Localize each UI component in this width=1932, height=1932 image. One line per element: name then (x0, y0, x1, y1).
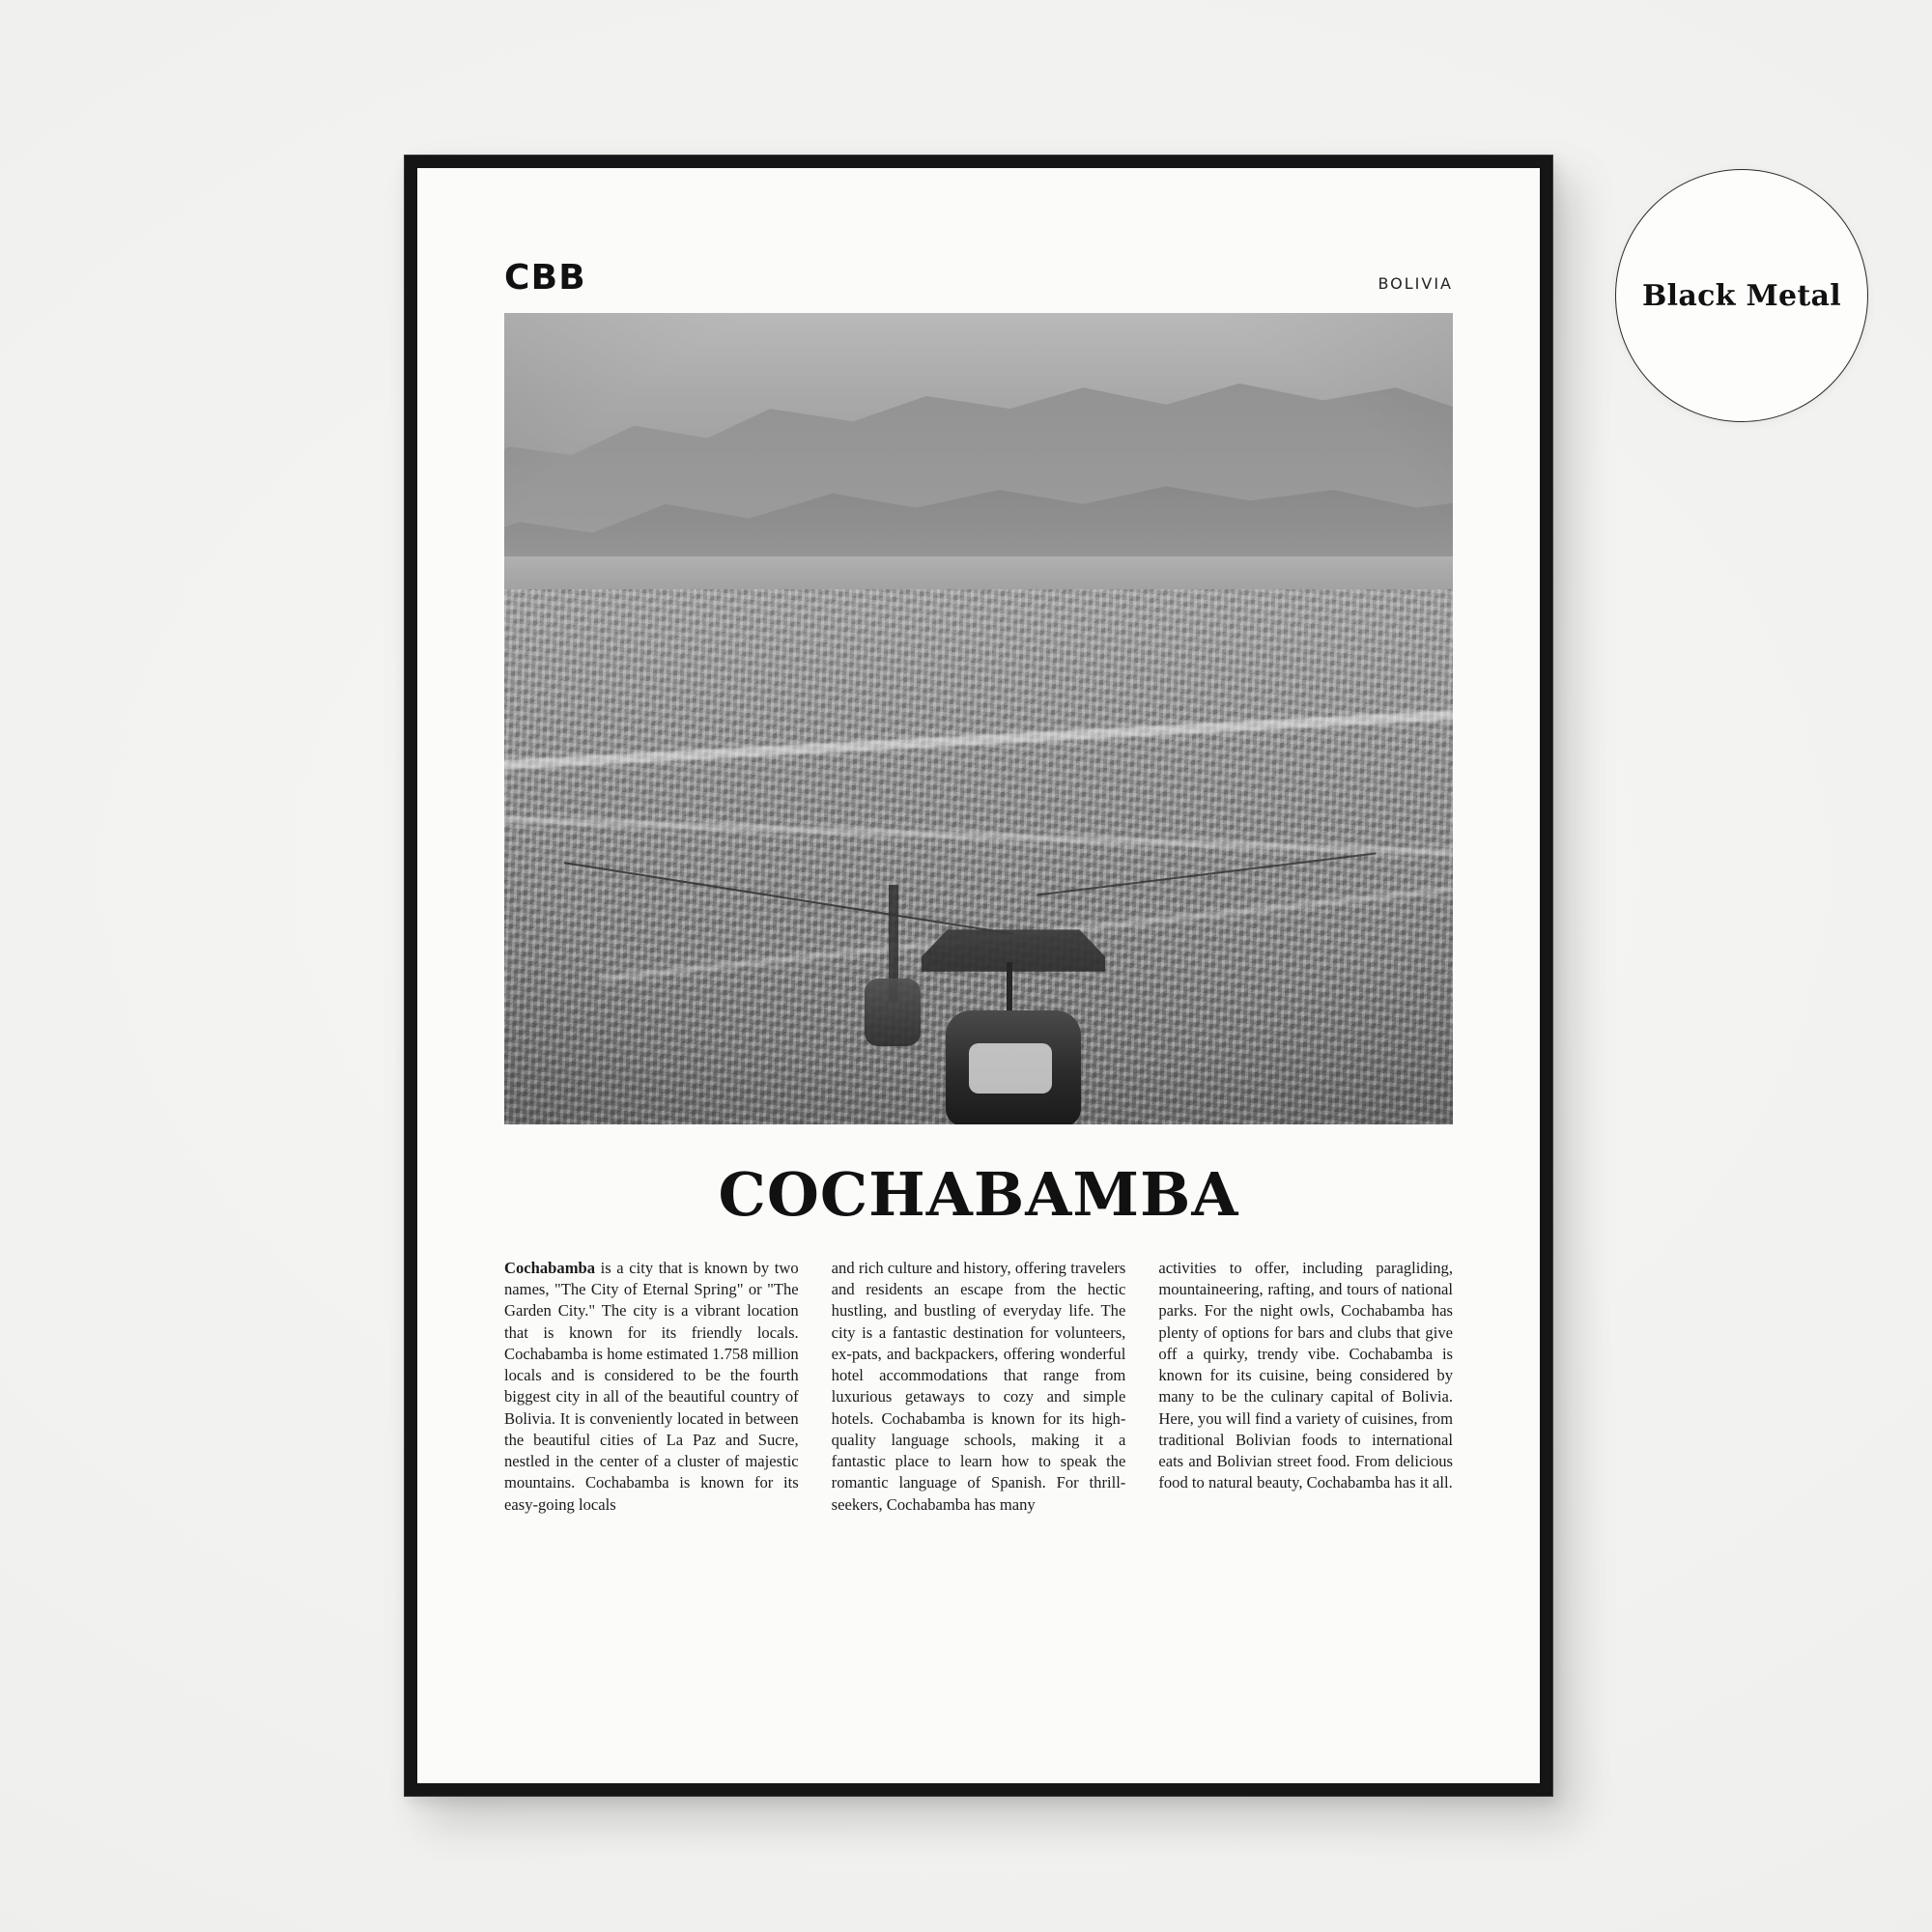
poster-title: COCHABAMBA (718, 1159, 1239, 1230)
poster-body-text (504, 1258, 1453, 1516)
poster-column-1-text: is a city that is known by two names, "The City of Eternal Spring" or "The Garden City." The city is a vibrant location that is known for its friendly locals. Cochabamba is home estimated 1.758 million locals and is considered to be the fourth biggest city in all of the beautiful country of Bolivia. It is conveniently located in between the beautiful cities of La Paz and Sucre, nestled in the center of a cluster of majestic mountains. Cochabamba is known for its easy-going locals (504, 1259, 799, 1514)
poster-city-code: CBB (504, 258, 586, 298)
frame-material-badge (1615, 169, 1868, 422)
picture-frame (404, 155, 1553, 1797)
poster-column-1 (504, 1258, 799, 1516)
poster-column-2 (832, 1258, 1126, 1516)
poster-column-3-text: activities to offer, including paragliding, mountaineering, rafting, and tours of national parks. For the night owls, Cochabamba has plenty of options for bars and clubs that give off a quirky, trendy vibe. Cochabamba is known for its cuisine, being considered by many to be the culinary capital of Bolivia. Here, you will find a variety of cuisines, from traditional Bolivian foods to international eats and Bolivian street food. From delicious food to natural beauty, Cochabamba has it all. (1158, 1259, 1454, 1492)
poster-photograph (504, 313, 1453, 1124)
poster-column-2-text: and rich culture and history, offering travelers and residents an escape from the hectic hustling, and bustling of everyday life. The city is a fantastic destination for volunteers, ex-pats, and backpackers, offering wonderful hotel accommodations that range from luxurious getaways to cozy and simple hotels. Cochabamba is known for its high-quality language schools, making it a fantastic place to learn how to speak the romantic language of Spanish. For thrill-seekers, Cochabamba has many (831, 1259, 1126, 1514)
poster-column-3 (1158, 1258, 1453, 1516)
poster-header (504, 258, 1453, 298)
photo-gondola-secondary (865, 979, 921, 1046)
poster-lead-word: Cochabamba (504, 1259, 596, 1277)
frame-mat (417, 168, 1540, 1783)
photo-gondola-window (969, 1043, 1052, 1094)
poster-country-label: BOLIVIA (1378, 274, 1453, 293)
frame-material-label: Black Metal (1642, 278, 1841, 313)
poster (417, 168, 1540, 1783)
